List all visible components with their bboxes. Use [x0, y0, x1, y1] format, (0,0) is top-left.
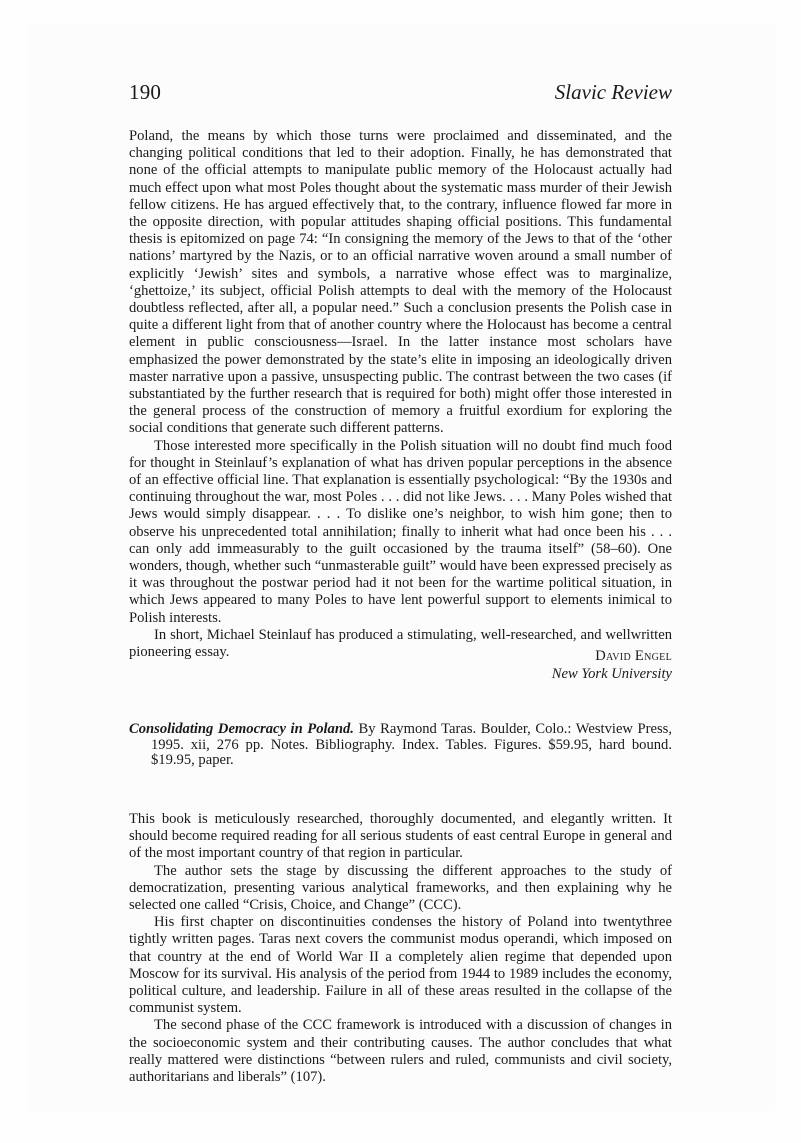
- review-paragraph: In short, Michael Steinlauf has produced a stimulating, well-researched, and wellwritten pioneering essay.: [129, 626, 672, 661]
- running-head: [129, 80, 672, 106]
- review-taras-body: [129, 811, 672, 1086]
- journal-title: Slavic Review: [554, 80, 672, 104]
- review-paragraph: This book is meticulously researched, thoroughly documented, and elegantly written. It should become required reading for all serious students of east central Europe in general and of the most important country of that region in particular.: [129, 811, 672, 862]
- reviewer-signature: [552, 648, 672, 683]
- book-title: Consolidating Democracy in Poland.: [129, 721, 354, 737]
- book-citation: [129, 722, 672, 769]
- review-paragraph: His first chapter on discontinuities condenses the history of Poland into twentythree tightly written pages. Taras next covers the communist modus operandi, which imposed on that country at the end of World War II a completely alien regime that depended upon Moscow for its survival. His analysis of the period from 1944 to 1989 includes the economy, political culture, and leadership. Failure in all of these areas resulted in the collapse of the communist system.: [129, 914, 672, 1017]
- review-paragraph: The second phase of the CCC framework is introduced with a discussion of changes in the socioeconomic system and their contributing causes. The author concludes that what really mattered were distinctions “between rulers and ruled, communists and civil society, authoritarians and liberals” (107).: [129, 1017, 672, 1086]
- book-citation-details: By Raymond Taras. Boulder, Colo.: Westview Press, 1995. xii, 276 pp. Notes. Bibliography. Index. Tables. Figures. $59.95, hard bound. $19.95, paper.: [151, 721, 672, 769]
- review-engel-body: [129, 128, 672, 661]
- reviewer-name: David Engel: [595, 648, 672, 664]
- review-paragraph: The author sets the stage by discussing the different approaches to the study of democratization, presenting various analytical frameworks, and then explaining why he selected one called “Crisis, Choice, and Change” (CCC).: [129, 862, 672, 914]
- review-paragraph: Poland, the means by which those turns were proclaimed and disseminated, and the changing political conditions that led to their adoption. Finally, he has demonstrated that none of the official attempts to manipulate public memory of the Holocaust actually had much effect upon what most Poles thought about the systematic mass murder of their Jewish fellow citizens. He has argued effectively that, to the contrary, influence flowed far more in the opposite direction, with popular attitudes shaping official positions. This fundamental thesis is epitomized on page 74: “In consigning the memory of the Jews to that of the ‘other nations’ martyred by the Nazis, or to an official narrative woven around a small number of explicitly ‘Jewish’ sites and symbols, a narrative whose effect was to marginalize, ‘ghettoize,’ its subject, official Polish attempts to deal with the memory of the Holocaust doubtless reflected, after all, a popular need.” Such a conclusion presents the Polish case in quite a different light from that of another country where the Holocaust has become a central element in public consciousness—Israel. In the latter instance most scholars have emphasized the power demonstrated by the state’s elite in imposing an ideologically driven master narrative upon a passive, unsuspecting public. The contrast between the two cases (if substantiated by the further research that is required for both) might offer those interested in the general process of the construction of memory a fruitful exordium for exploring the social conditions that generate such different patterns.: [129, 128, 672, 437]
- review-paragraph: Those interested more specifically in the Polish situation will no doubt find much food for thought in Steinlauf’s explanation of what has driven popular perceptions in the absence of an effective official line. That explanation is essentially psychological: “By the 1930s and continuing throughout the war, most Poles . . . did not like Jews. . . . Many Poles wished that Jews would simply disappear. . . . To dislike one’s neighbor, to wish him gone; then to observe his unprecedented total annihilation; finally to inherit what had once been his . . . can only add immeasurably to the guilt occasioned by the trauma itself” (58–60). One wonders, though, whether such “unmasterable guilt” would have been expressed precisely as it was throughout the postwar period had it not been for the wartime political situation, in which Jews appeared to many Poles to have lent powerful support to elements inimical to Polish interests.: [129, 437, 672, 626]
- page-number: 190: [129, 80, 162, 104]
- reviewer-affiliation: New York University: [551, 665, 672, 682]
